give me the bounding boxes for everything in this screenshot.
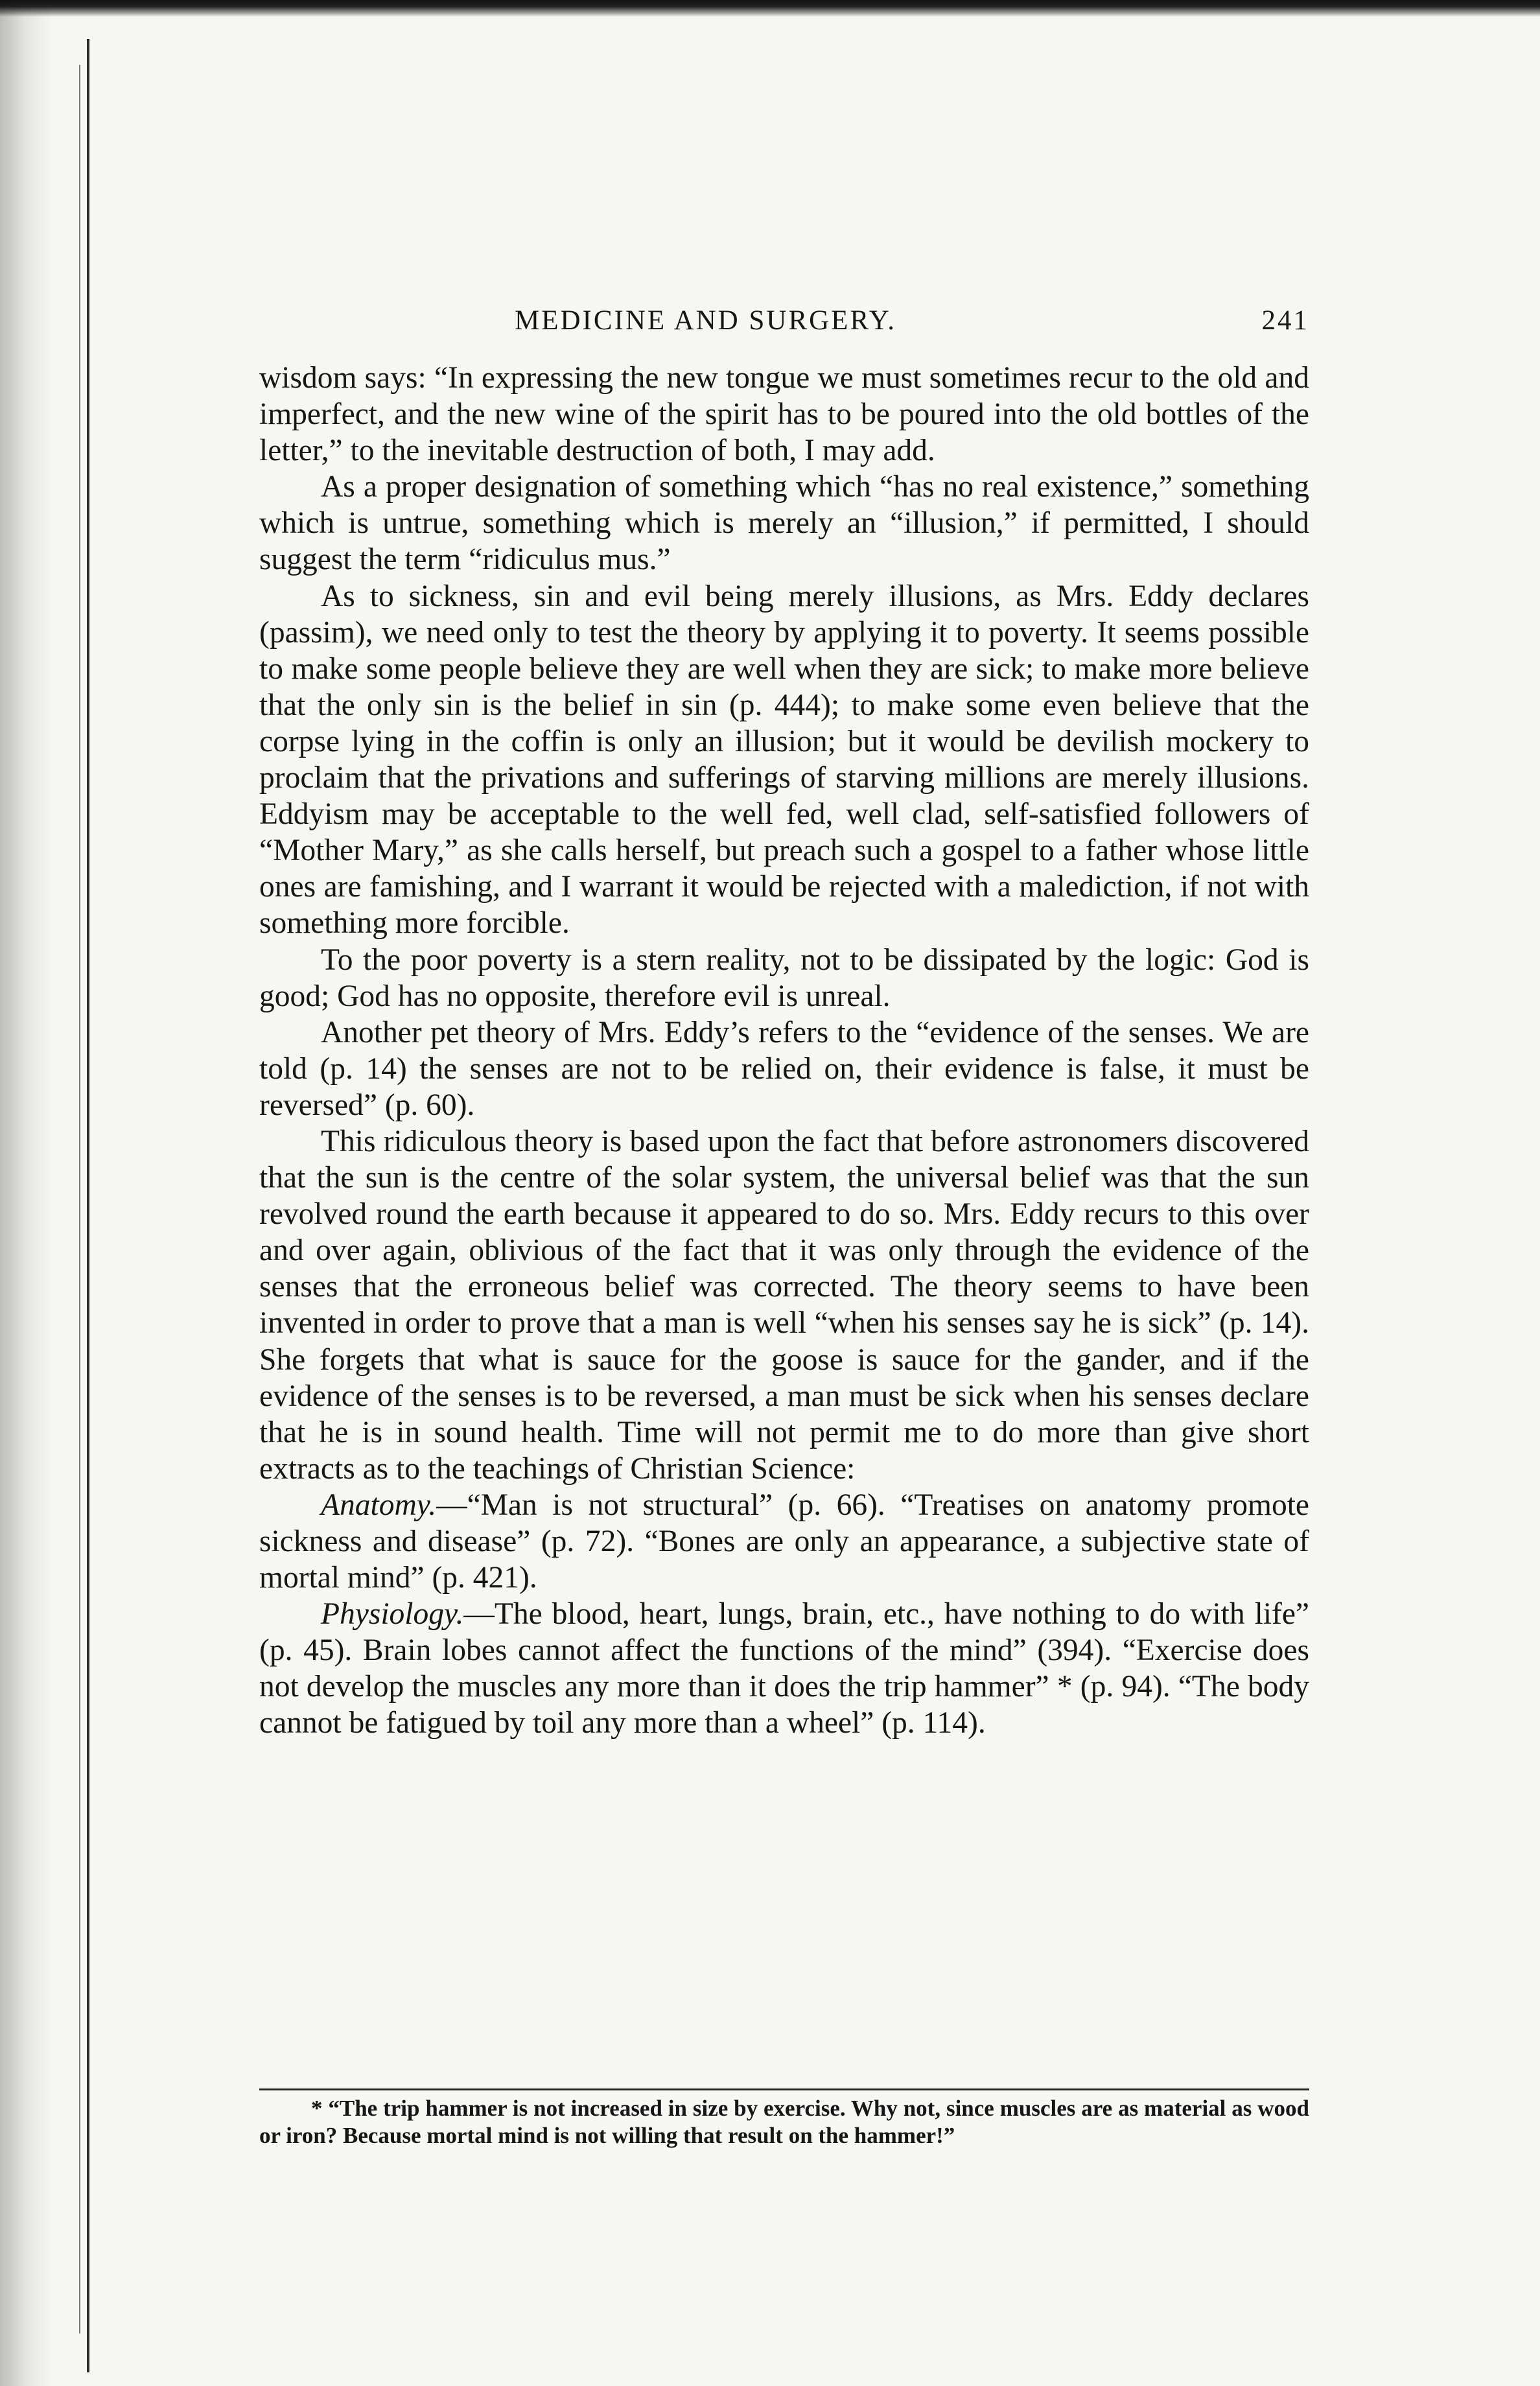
paragraph — [259, 360, 1309, 469]
paragraph-text: To the poor poverty is a stern reality, not to be dissipated by the logic: God is good; God has no opposite, therefore evil is unreal. — [259, 942, 1309, 1013]
scan-left-shadow — [0, 0, 97, 2386]
running-title: MEDICINE AND SURGERY. — [515, 305, 897, 336]
paragraph-text: —The blood, heart, lungs, brain, etc., have nothing to do with life” (p. 45). Brain lobes cannot affect the functions of the mind” (394). “Exercise does not develop the muscles any more than it does the trip hammer” * (p. 94). “The body cannot be fatigued by toil any more than a wheel” (p. 114). — [259, 1597, 1309, 1740]
scan-top-edge — [0, 0, 1540, 17]
running-head — [259, 305, 1309, 344]
paragraph-text: wisdom says: “In expressing the new tongue we must sometimes recur to the old and imperfect, and the new wine of the spirit has to be poured into the old bottles of the letter,” to the inevitable destruction of both, I may add. — [259, 361, 1309, 468]
body-text — [259, 360, 1309, 1742]
paragraph — [259, 942, 1309, 1014]
paragraph — [259, 1487, 1309, 1596]
page-number: 241 — [1261, 305, 1309, 336]
footnote: * “The trip hammer is not increased in size by exercise. Why not, since muscles are as material as wood or iron? Because mortal mind is not willing that result on the hammer!” — [259, 2096, 1309, 2148]
footnote-rule — [259, 2088, 1309, 2090]
binding-gutter-line — [87, 39, 89, 2372]
paragraph — [259, 578, 1309, 942]
paragraph-text: Another pet theory of Mrs. Eddy’s refers to the “evidence of the senses. We are told (p. 14) the senses are not to be relied on, their evidence is false, it must be reversed” (p. 60). — [259, 1015, 1309, 1122]
paragraph — [259, 1123, 1309, 1487]
paragraph-text: As to sickness, sin and evil being merely illusions, as Mrs. Eddy declares (passim), we need only to test the theory by applying it to poverty. It seems possible to make some people believe they are well when they are sick; to make more believe that the only sin is the belief in sin (p. 444); to make some even believe that the corpse lying in the coffin is only an illusion; but it would be devilish mockery to proclaim that the privations and sufferings of starving millions are merely illusions. Eddyism may be acceptable to the well fed, well clad, self-satisfied followers of “Mother Mary,” as she calls herself, but preach such a gospel to a father whose little ones are famishing, and I warrant it would be rejected with a malediction, if not with something more forcible. — [259, 579, 1309, 941]
paragraph-text: This ridiculous theory is based upon the fact that before astronomers discovered that the sun is the centre of the solar system, the universal belief was that the sun revolved round the earth because it appeared to do so. Mrs. Eddy recurs to this over and over again, oblivious of the fact that it was only through the evidence of the senses that the erroneous belief was corrected. The theory seems to have been invented in order to prove that a man is well “when his senses say he is sick” (p. 14). She forgets that what is sauce for the goose is sauce for the gander, and if the evidence of the senses is to be reversed, a man must be sick when his senses declare that he is in sound health. Time will not permit me to do more than give short extracts as to the teachings of Christian Science: — [259, 1124, 1309, 1486]
paragraph — [259, 1596, 1309, 1741]
paragraph-text: —“Man is not structural” (p. 66). “Treatises on anatomy promote sickness and disease” (p. 72). “Bones are only an appearance, a subjective state of mortal mind” (p. 421). — [259, 1488, 1309, 1595]
paragraph-heading: Anatomy. — [321, 1488, 437, 1522]
paragraph — [259, 469, 1309, 578]
paragraph-text: As a proper designation of something which “has no real existence,” something which is untrue, something which is merely an “illusion,” if permitted, I should suggest the term “ridiculus mus.” — [259, 470, 1309, 577]
binding-gutter-line-secondary — [79, 65, 80, 2333]
paragraph-heading: Physiology. — [321, 1597, 464, 1632]
paragraph — [259, 1014, 1309, 1123]
